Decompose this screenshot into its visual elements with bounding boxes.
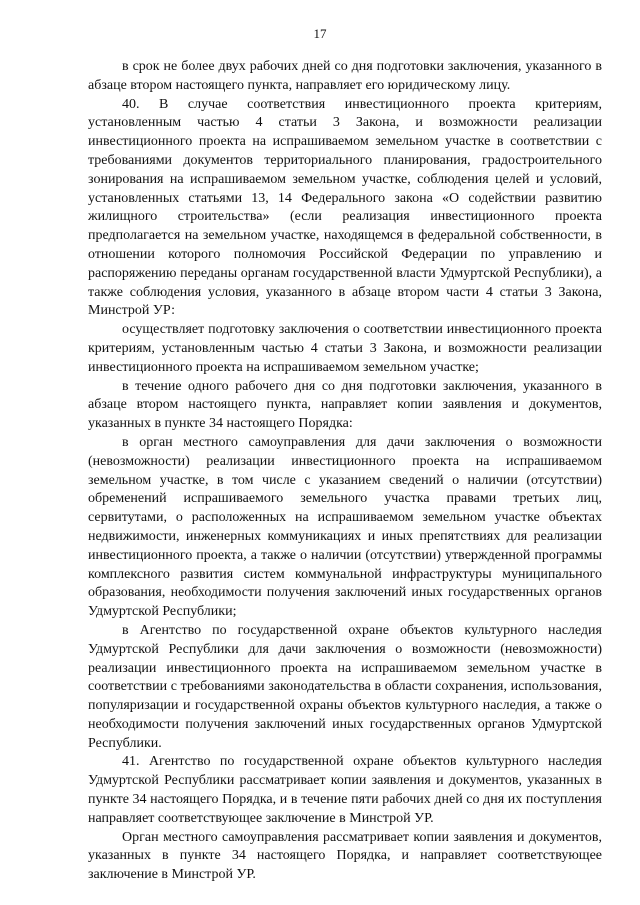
paragraph-40-prepare-conclusion: осуществляет подготовку заключения о соответствии инвестиционного проекта критериям, установленным частью 4 статьи 3 Закона, и возможности реализации инвестиционного проекта на испрашиваемом земельном участке; [88, 322, 602, 375]
paragraph-40: 40. В случае соответствия инвестиционного проекта критериям, установленным частью 4 статьи 3 Закона, и возможности реализации инвестиционного проекта на испрашиваемом земельном участке в соответствии с требованиями документов территориального планирования, градостроительного зонирования на испрашиваемом земельном участке, соблюдения целей и условий, установленных статьями 13, 14 Федерального закона «О содействии развитию жилищного строительства» (если реализация инвестиционного проекта предполагается на земельном участке, находящемся в федеральной собственности, в отношении которого полномочия Российской Федерации по управлению и распоряжению переданы органам государственной власти Удмуртской Республики), а также соблюдения условия, указанного в абзаце втором части 4 статьи 3 Закона, Минстрой УР: [88, 96, 602, 319]
paragraph-40-send-copies: в течение одного рабочего дня со дня подготовки заключения, указанного в абзаце втором настоящего пункта, направляет копии заявления и документов, указанных в пункте 34 настоящего Порядка: [88, 378, 602, 432]
paragraph-deadline-notice: в срок не более двух рабочих дней со дня подготовки заключения, указанного в абзаце втором настоящего пункта, направляет его юридическому лицу. [88, 59, 602, 93]
paragraph-41: 41. Агентство по государственной охране объектов культурного наследия Удмуртской Республики рассматривает копии заявления и документов, указанных в пункте 34 настоящего Порядка, и в течение пяти рабочих дней со дня их поступления направляет соответствующее заключение в Минстрой УР. [88, 754, 602, 826]
paragraph-40-heritage-agency: в Агентство по государственной охране объектов культурного наследия Удмуртской Республики для дачи заключения о возможности (невозможности) реализации инвестиционного проекта на испрашиваемом земельном участке в соответствии с требованиями законодательства в области сохранения, использования, популяризации и государственной охраны объектов культурного наследия, а также о необходимости получения заключений иных государственных органов Удмуртской Республики. [88, 622, 602, 751]
paragraph-40-local-government: в орган местного самоуправления для дачи заключения о возможности (невозможности) реализации инвестиционного проекта на испрашиваемом земельном участке, в том числе с указанием сведений о наличии (отсутствии) обременений испрашиваемого земельного участка правами третьих лиц, сервитутами, о расположенных на испрашиваемом земельном участке объектах недвижимости, инженерных коммуникациях и иных препятствиях для реализации инвестиционного проекта, а также о наличии (отсутствии) утвержденной программы комплексного развития систем коммунальной инфраструктуры муниципального образования, необходимости получения заключений иных государственных органов Удмуртской Республики; [88, 434, 602, 620]
document-body [88, 58, 602, 885]
paragraph-41-local-government: Орган местного самоуправления рассматривает копии заявления и документов, указанных в пункте 34 настоящего Порядка, и направляет соответствующее заключение в Минстрой УР. [88, 829, 602, 883]
page-number: 17 [313, 26, 327, 41]
